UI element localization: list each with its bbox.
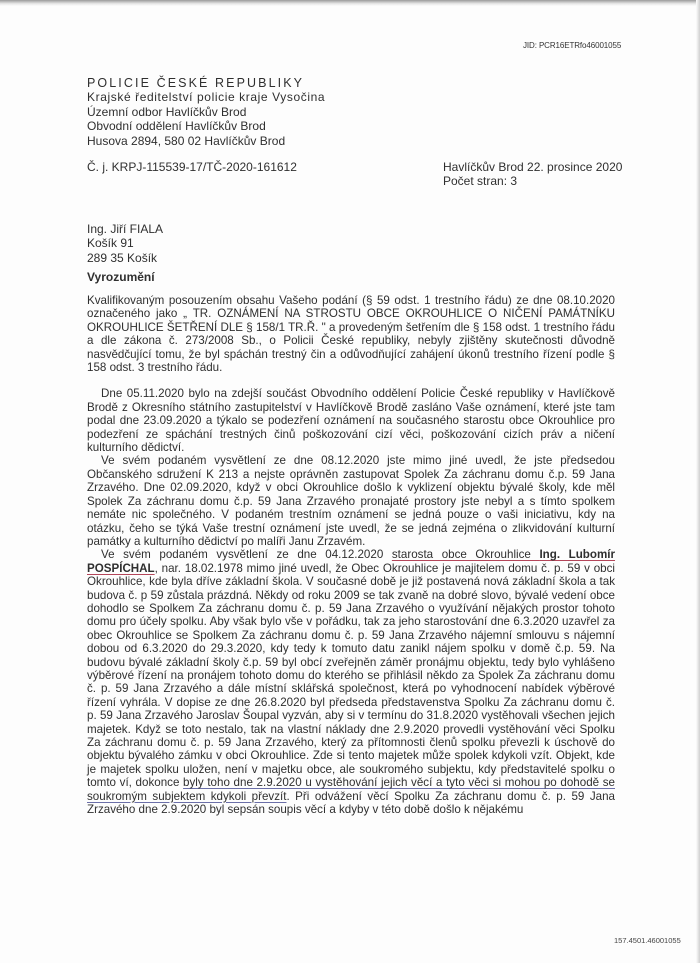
mayor-role-underlined: starosta obce Okrouhlice <box>391 548 540 562</box>
document-jid: JID: PCR16ETRfo46001055 <box>523 41 622 50</box>
paragraph-2: Dne 05.11.2020 bylo na zdejší součást Obvodního oddělení Policie České republiky v Havlíčkově Brodě z Okresního státního zastupitelství v Havlíčkově Brodě zasláno Vaše oznámení, které jste tam podal dne 23.09.2020 a týkalo se podezření oznámení na současného starostu obce Okrouhlice pro podezření ze spáchání trestných činů poškozování cizí věci, poškozování cizích práv a ničení kulturního dědictví. <box>87 387 615 455</box>
paragraph-4-intro: Ve svém podaném vysvětlení ze dne 04.12.2020 <box>101 548 392 562</box>
place-date: Havlíčkův Brod 22. prosince 2020 <box>443 160 623 174</box>
letterhead-line: Husova 2894, 580 02 Havlíčkův Brod <box>87 133 286 148</box>
reference-number: Č. j. KRPJ-115539-17/TČ-2020-161612 <box>87 160 297 174</box>
paragraph-1: Kvalifikovaným posouzením obsahu Vašeho podání (§ 59 odst. 1 trestního řádu) ze dne 08.10.2020 označeného jako „ TR. OZNÁMENÍ NA STROSTU OBCE OKROUHLICE O NIČENÍ PAMÁTNÍKU OKROUHLICE ŠETŘENÍ DLE § 158/1 TR.Ř. " a provedeným šetřením dle § 158 odst. 1 trestního řádu a dle zákona č. 273/2008 Sb., o Policii České republiky, nebyly zjištěny skutečnosti důvodně nasvědčující tomu, že byl spáchán trestný čin a odůvodňující zahájení úkonů trestního řízení podle § 158 odst. 3 trestního řádu. <box>87 294 615 375</box>
letterhead-line: Obvodní oddělení Havlíčkův Brod <box>87 119 266 134</box>
place-date-block <box>443 160 622 189</box>
paragraph-4-body: , nar. 18.02.1978 mimo jiné uvedl, že Obec Okrouhlice je majitelem domu č. p. 59 v obci Okrouhlice, kde byla dříve základní škola. V současné době je již postavená nová základní škola a tak budova č. p 59 zůstala prázdná. Někdy od roku 2009 se tak zvaně na dobré slovo, bývalé vedení obce dohodlo se Spolkem Za záchranu domu č. p. 59 Jana Zrzavého o využívání nějakých prostor tohoto domu pro účely spolku. Aby však bylo vše v pořádku, tak za jeho starostování dne 6.3.2020 uzavřel za obec Okrouhlice se Spolkem Za záchranu domu č. p. 59 Jana Zrzavého nájemní smlouvu s nájemní dobou od 6.3.2020 do 29.3.2020, kdy tedy k tomuto datu zanikl nájem spolku v domě č.p. 59. Na budovu bývalé základní školy č.p. 59 byl obcí zveřejněn záměr pronájmu objektu, tedy bylo vyhlášeno výběrové řízení na pronájem tohoto domu do kterého se přihlásil někdo za Spolek Za záchranu domu č. p. 59 Jana Zrzavého a dále místní sklářská společnost, která po vyhodnocení nabídek výběrové řízení vyhrála. V dopise ze dne 26.8.2020 byl předseda představenstva Spolku Za záchranu domu č. p. 59 Jana Zrzavého Jaroslav Šoupal vyzván, aby si v termínu do 31.8.2020 vystěhovali všechen jejich majetek. Když se toto nestalo, tak na vlastní náklady dne 2.9.2020 provedli vystěhování věci Spolku Za záchranu domu č. p. 59 Jana Zrzavého, který za přítomnosti členů spolku převezli k úschově do objektu bývalého zámku v obci Okrouhlice. Zde si tento majetek může spolek kdykoli vzít. Objekt, kde je majetek spolku uložen, není v majetku obce, ale soukromého subjektu, kdy představitelé spolku o tomto ví, dokonce <box>87 561 615 790</box>
letterhead-line: Krajské ředitelství policie kraje Vysočina <box>87 90 326 105</box>
mayor-name: Ing. Lubomír POSPÍCHAL <box>87 548 616 575</box>
paragraph-4 <box>87 548 615 816</box>
document-body <box>87 294 615 816</box>
scan-edge-right <box>696 0 700 963</box>
recipient-name: Ing. Jiří FIALA <box>87 222 164 236</box>
organization-name: POLICIE ČESKÉ REPUBLIKY <box>87 76 305 90</box>
recipient-city: 289 35 Košík <box>87 250 158 265</box>
underlined-statement: byly toho dne 2.9.2020 u vystěhování jejich věcí a tyto věci si mohou po dohodě se soukromým subjektem kdykoli převzít <box>87 776 615 803</box>
paragraph-4-end: . Při odvážení věcí Spolku Za záchranu domu č. p. 59 Jana Zrzavého dne 2.9.2020 byl sepsán soupis věcí a kdyby v této době došlo k nějakému <box>87 789 615 817</box>
letterhead <box>87 76 325 148</box>
scan-edge-top <box>0 0 700 6</box>
recipient-address <box>87 222 163 265</box>
document-title: Vyrozumění <box>87 270 155 284</box>
page-count: Počet stran: 3 <box>443 174 518 189</box>
letterhead-line: Územní odbor Havlíčkův Brod <box>87 104 247 119</box>
footer-code: 157.4501.46001055 <box>614 936 681 945</box>
paragraph-3: Ve svém podaném vysvětlení ze dne 08.12.2020 jste mimo jiné uvedl, že jste předsedou Občanského sdružení K 213 a nejste oprávněn zastupovat Spolek Za záchranu domu č.p. 59 Jana Zrzavého. Dne 02.09.2020, když v obci Okrouhlice došlo k vyklizení objektu bývalé školy, kde měl Spolek Za záchranu domu č.p. 59 Jana Zrzavého pronajaté prostory jste nebyl a s tímto spolkem nemáte nic společného. V podaném trestním oznámení se jedná pouze o vaši iniciativu, kdy na otázku, čeho se týká Vaše trestní oznámení jste uvedl, že se jedná zejména o zlikvidování kulturní památky a kulturního dědictví po malíři Janu Zrzavém. <box>87 454 615 548</box>
recipient-street: Košík 91 <box>87 236 134 251</box>
